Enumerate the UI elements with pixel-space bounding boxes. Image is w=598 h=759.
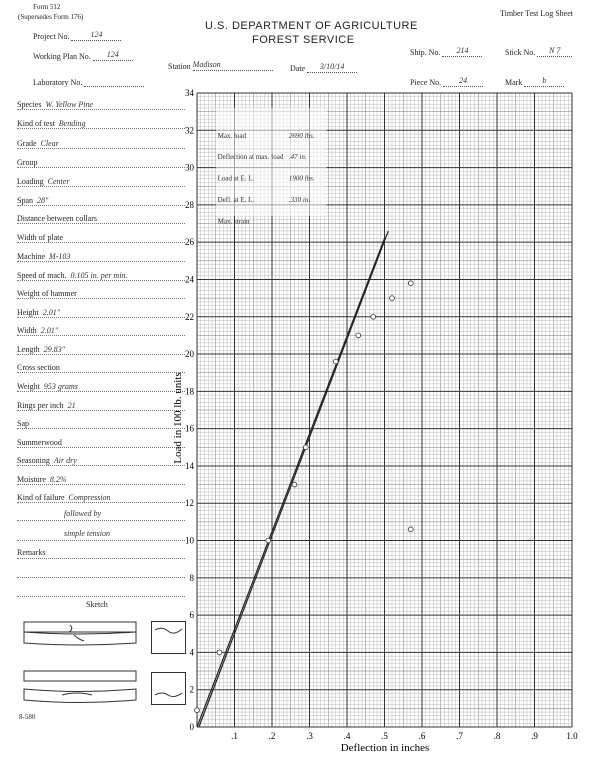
x-tick-label: .7 [456,731,463,741]
x-tick-label: .5 [381,731,388,741]
y-tick-label: 32 [185,125,194,136]
ship-field: Ship. No. 214 [410,46,482,57]
field-row: Width 2.01" [17,326,58,335]
ship-value: 214 [442,46,482,57]
piece-value: 24 [443,76,483,87]
y-tick-label: 2 [189,684,194,695]
field-row: Length 29.83" [17,345,65,354]
x-tick-label: .1 [231,731,238,741]
data-point [333,359,338,364]
working-plan-value: 124 [93,50,133,61]
field-row: Cross section [17,363,64,372]
x-tick-label: .3 [306,731,313,741]
sheet-title: Timber Test Log Sheet [500,9,573,18]
y-tick-label: 6 [189,610,194,621]
stick-value: N 7 [537,46,572,57]
results-value: .330 in. [288,196,311,205]
date-field: Date 3/10/14 [290,62,357,73]
field-row: Moisture 8.2% [17,475,67,484]
form-number: Form 512 [33,3,61,11]
working-plan-field: Working Plan No. 124 [33,50,133,61]
field-row: Weight of hammer [17,289,81,298]
y-tick-label: 0 [189,722,194,732]
field-row: Machine M-103 [17,252,70,261]
field-row: Summerwood [17,438,66,447]
results-value: 1900 lbs. [288,174,315,183]
supersedes-note: (Supersedes Form 176) [18,13,84,21]
data-point [217,650,222,655]
results-label: Deflection at max. load [217,153,284,162]
y-tick-label: 20 [185,349,194,360]
y-axis-label: Load in 100 lb. units [172,372,184,464]
results-value: 2690 lbs. [288,131,315,140]
station-field: Station Madison [168,60,273,71]
laboratory-field: Laboratory No. [33,76,144,87]
y-tick-label: 24 [185,274,194,285]
x-tick-label: 1.0 [566,731,578,741]
date-value: 3/10/14 [307,62,357,73]
mark-field: Mark b [505,76,564,87]
y-tick-label: 10 [185,535,194,546]
y-tick-label: 34 [185,88,194,98]
results-value: .47 in. [288,153,307,162]
piece-field: Piece No. 24 [410,76,483,87]
field-row: Height 2.01" [17,308,60,317]
x-tick-label: .6 [418,731,426,741]
results-label: Max. strain [217,217,250,226]
x-tick-label: .4 [343,731,351,741]
field-row: Distance between collars [17,214,101,223]
data-point [408,281,413,286]
y-tick-label: 18 [185,386,194,397]
data-point [303,445,308,450]
stick-field: Stick No. N 7 [505,46,572,57]
data-point [390,296,395,301]
field-row: Width of plate [17,233,67,242]
field-row: Grade Clear [17,139,59,148]
results-label: Defl. at E. L. [217,196,255,205]
project-field: Project No. 124 [33,30,121,41]
y-tick-label: 8 [189,572,194,583]
failure-followed-by: followed by [64,509,102,518]
field-row: Span 28" [17,196,48,205]
station-value: Madison [193,60,273,71]
service-title: FOREST SERVICE [252,34,355,46]
y-tick-label: 30 [185,162,194,173]
x-tick-label: .8 [493,731,501,741]
y-tick-label: 12 [185,498,194,509]
failure-simple-tension: simple tension [64,529,110,538]
data-point [408,527,413,532]
field-row: Loading Center [17,177,69,186]
results-label: Max. load [217,131,247,140]
sketch-label: Sketch [86,600,108,609]
remarks-label: Remarks [17,548,46,557]
field-row: Species W. Yellow Pine [17,100,93,109]
field-row: Group [17,158,41,167]
department-title: U.S. DEPARTMENT OF AGRICULTURE [205,20,418,32]
field-row: Kind of test Bending [17,119,85,128]
data-point [292,482,297,487]
x-axis-label: Deflection in inches [340,742,430,754]
field-row: Weight 953 grams [17,382,78,391]
field-row: Sap [17,419,33,428]
field-row: Rings per inch 21 [17,401,76,410]
field-row: Speed of mach. 0.105 in. per min. [17,271,127,280]
y-tick-label: 28 [185,199,194,210]
data-point [371,314,376,319]
mark-value: b [524,76,564,87]
field-row: Seasoning Air dry [17,456,77,465]
results-label: Load at E. L. [217,174,255,183]
data-point [266,538,271,543]
field-row: Kind of failure Compression [17,493,110,502]
project-value: 124 [71,30,121,41]
x-tick-label: .2 [268,731,276,741]
y-tick-label: 14 [185,460,194,471]
y-tick-label: 4 [189,647,194,658]
y-tick-label: 16 [185,423,194,434]
results-box [216,108,327,226]
data-point [195,708,200,713]
data-point [356,333,361,338]
y-tick-label: 22 [185,311,194,322]
y-tick-label: 26 [185,237,194,248]
x-tick-label: .9 [531,731,538,741]
form-code: 8-580 [19,713,36,721]
